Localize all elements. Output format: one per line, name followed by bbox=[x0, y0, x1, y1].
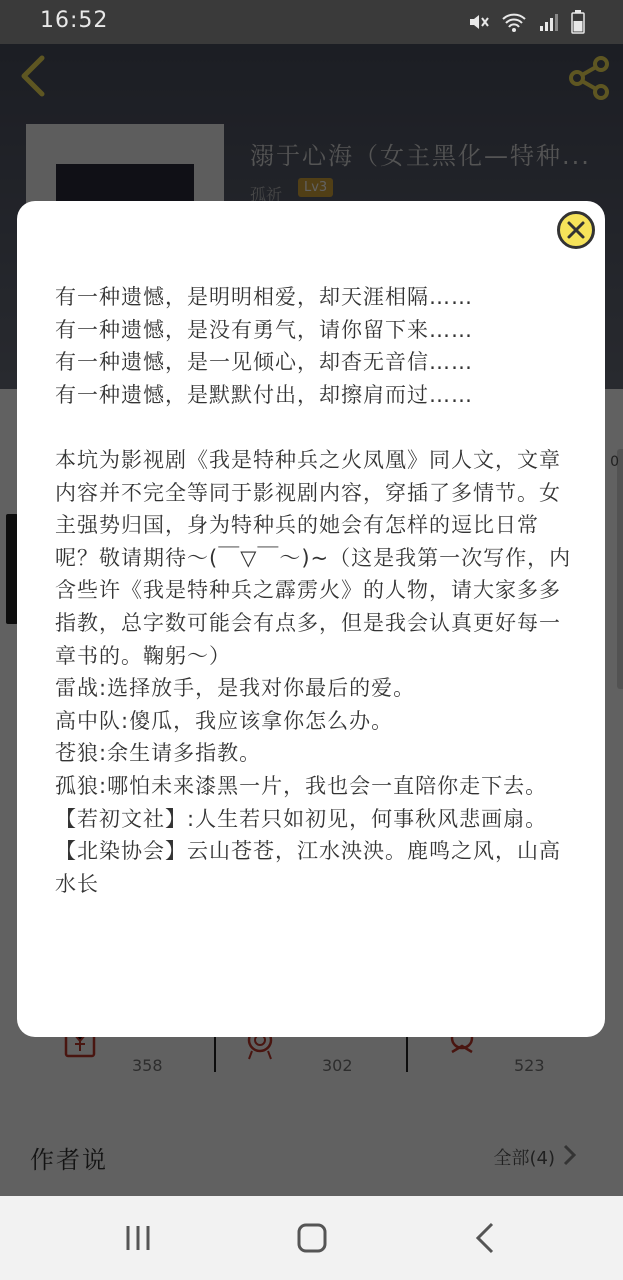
synopsis-line: 有一种遗憾，是默默付出，却擦肩而过…… bbox=[55, 382, 473, 407]
synopsis-line: 有一种遗憾，是明明相爱，却天涯相隔…… bbox=[55, 285, 473, 309]
synopsis-line: 有一种遗憾，是没有勇气，请你留下来…… bbox=[55, 317, 473, 342]
wifi-icon bbox=[501, 11, 527, 33]
battery-icon bbox=[571, 10, 585, 34]
synopsis-line: 高中队:傻瓜，我应该拿你怎么办。 bbox=[55, 708, 394, 733]
home-button[interactable] bbox=[292, 1218, 332, 1258]
status-bar bbox=[0, 0, 623, 44]
signal-icon bbox=[539, 12, 559, 32]
synopsis-paragraph: 本坑为影视剧《我是特种兵之火凤凰》同人文，文章内容并不完全等同于影视剧内容，穿插了多情节。女主强势归国，身为特种兵的她会有怎样的逗比日常呢？敬请期待～(￣▽￣～)~（这是我第一次写作，内含些许《我是特种兵之霹雳火》的人物，请大家多多指教，总字数可能会有点多，但是我会认真更好每一章书的。鞠躬～） bbox=[55, 447, 572, 668]
synopsis-line: 雷战:选择放手，是我对你最后的爱。 bbox=[55, 676, 416, 701]
synopsis-line: 【若初文社】:人生若只如初见，何事秋风悲画扇。 bbox=[55, 806, 548, 831]
synopsis-text bbox=[55, 281, 575, 900]
back-nav-button[interactable] bbox=[466, 1218, 506, 1258]
status-icons bbox=[467, 8, 585, 36]
mute-icon bbox=[467, 11, 489, 33]
synopsis-line: 【北染协会】云山苍苍，江水泱泱。鹿鸣之风，山高水长 bbox=[55, 839, 561, 896]
synopsis-line: 孤狼:哪怕未来漆黑一片，我也会一直陪你走下去。 bbox=[55, 773, 548, 798]
synopsis-line: 有一种遗憾，是一见倾心，却杳无音信…… bbox=[55, 350, 473, 375]
synopsis-dialog bbox=[17, 201, 605, 1037]
synopsis-line: 苍狼:余生请多指教。 bbox=[55, 741, 262, 766]
blank-line bbox=[55, 411, 575, 444]
close-button[interactable] bbox=[557, 211, 595, 249]
status-time: 16:52 bbox=[40, 8, 109, 33]
recents-button[interactable] bbox=[118, 1218, 158, 1258]
close-icon bbox=[566, 220, 586, 240]
system-nav-bar bbox=[0, 1196, 623, 1280]
